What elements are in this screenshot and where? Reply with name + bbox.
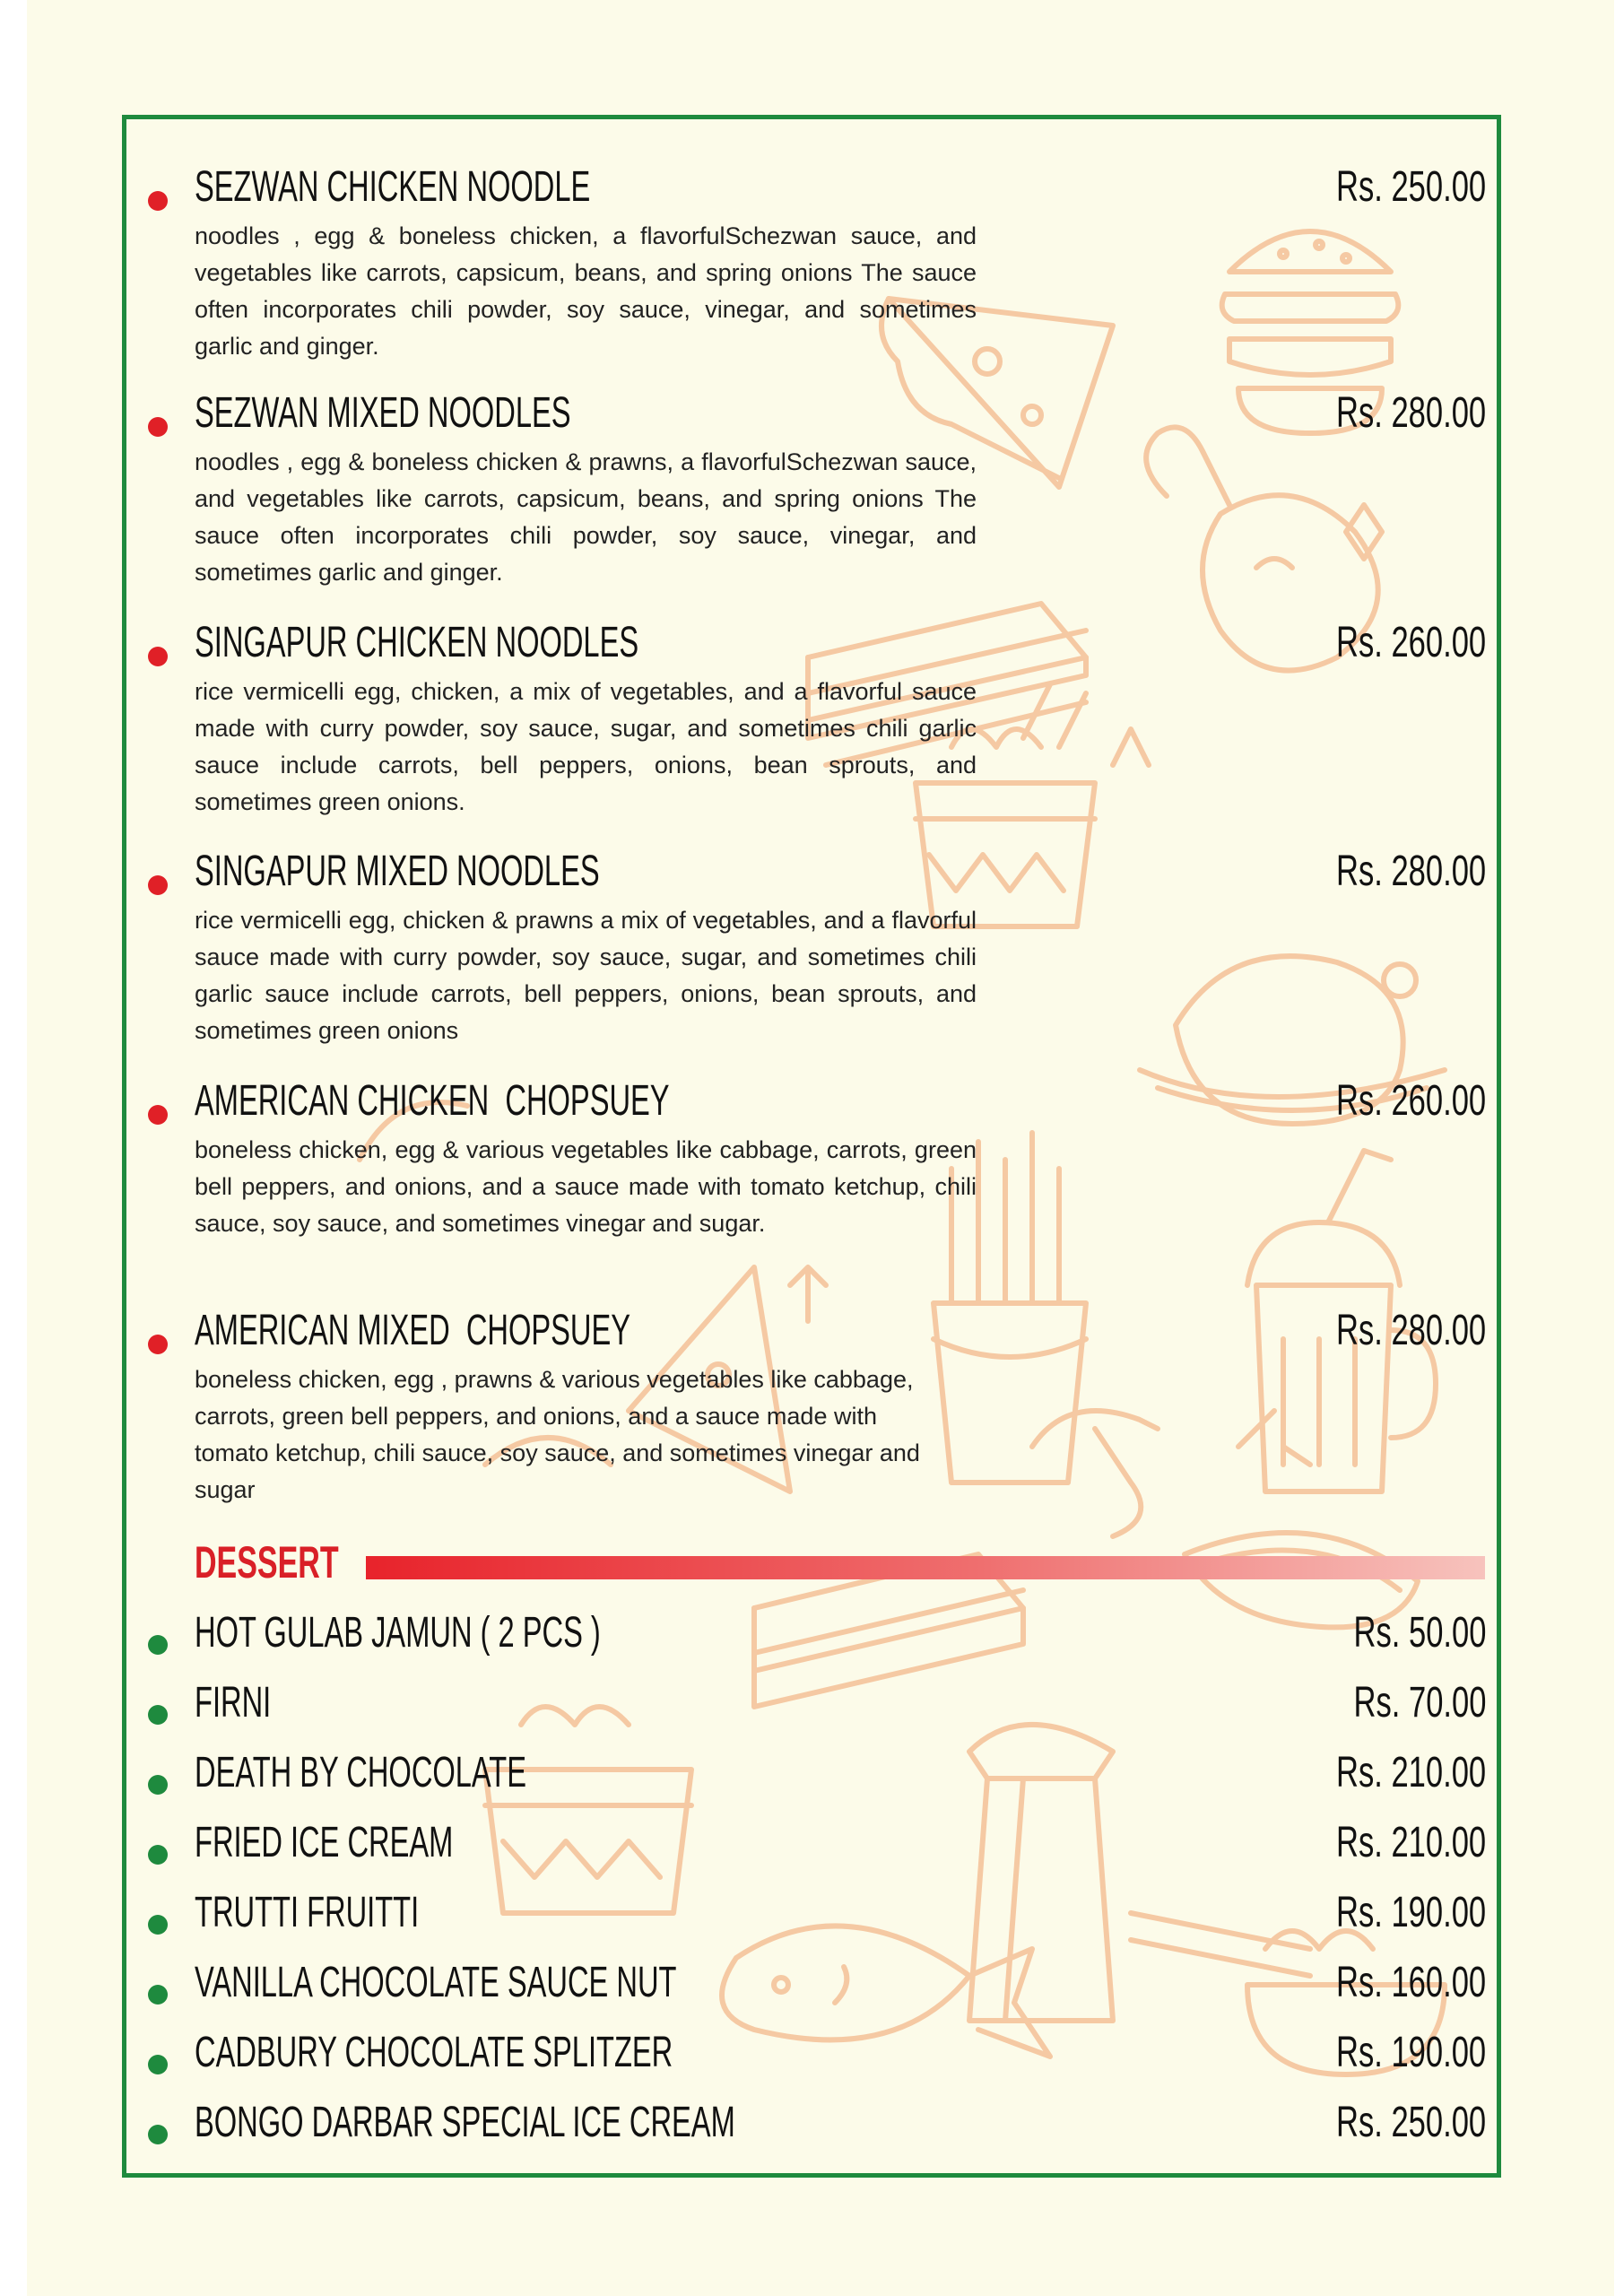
item-price: Rs. 50.00 — [1353, 1609, 1486, 1657]
item-price: Rs. 70.00 — [1353, 1679, 1486, 1726]
item-price: Rs. 250.00 — [1335, 163, 1486, 211]
item-price: Rs. 280.00 — [1335, 389, 1486, 437]
item-name: VANILLA CHOCOLATE SAUCE NUT — [195, 1959, 677, 2006]
item-name: SINGAPUR MIXED NOODLES — [195, 848, 600, 895]
bullet-icon — [148, 2055, 168, 2074]
bullet-icon — [148, 417, 168, 437]
item-name: AMERICAN CHICKEN CHOPSUEY — [195, 1077, 670, 1125]
item-price: Rs. 190.00 — [1335, 2029, 1486, 2076]
bullet-icon — [148, 1775, 168, 1795]
bullet-icon — [148, 1105, 168, 1125]
bullet-icon — [148, 1845, 168, 1865]
bullet-icon — [148, 647, 168, 666]
item-name: CADBURY CHOCOLATE SPLITZER — [195, 2029, 673, 2076]
bullet-icon — [148, 875, 168, 895]
item-description: rice vermicelli egg, chicken, a mix of vegetables, and a flavorful sauce made with curry powder, soy sauce, sugar, and sometimes chili garlic sauce include carrots, bell peppers, onions, bean sprouts, and sometimes green onions. — [195, 678, 977, 815]
noodle-box-2-icon — [485, 1707, 691, 1913]
item-name: DEATH BY CHOCOLATE — [195, 1749, 526, 1796]
item-name: FRIED ICE CREAM — [195, 1819, 454, 1866]
item-description: rice vermicelli egg, chicken & prawns a mix of vegetables, and a flavorful sauce made with curry powder, soy sauce, sugar, and sometimes chili garlic sauce include carrots, bell peppers, onions, bean sprouts, and sometimes green onions — [195, 907, 977, 1044]
item-description: boneless chicken, egg & various vegetables like cabbage, carrots, green bell peppers, and onions, and a sauce made with tomato ketchup, chili sauce, soy sauce, and sometimes vinegar and sugar. — [195, 1136, 977, 1237]
item-name: BONGO DARBAR SPECIAL ICE CREAM — [195, 2099, 735, 2146]
section-divider-bar — [366, 1556, 1485, 1579]
bullet-icon — [148, 1335, 168, 1354]
item-price: Rs. 260.00 — [1335, 1077, 1486, 1125]
item-name: FIRNI — [195, 1679, 272, 1726]
item-price: Rs. 190.00 — [1335, 1889, 1486, 1936]
item-description: boneless chicken, egg , prawns & various vegetables like cabbage, carrots, green bell peppers, and onions, and a sauce made with tomato ketchup, chili sauce, soy sauce, and sometimes vinegar and sugar — [195, 1366, 920, 1503]
bullet-icon — [148, 191, 168, 211]
item-price: Rs. 280.00 — [1335, 1307, 1486, 1354]
item-name: TRUTTI FRUITTI — [195, 1889, 420, 1936]
fish-icon — [722, 1926, 1050, 2057]
item-name: SINGAPUR CHICKEN NOODLES — [195, 619, 639, 666]
bullet-icon — [148, 1985, 168, 2005]
sandwich-icon — [1032, 1411, 1158, 1536]
section-title-dessert: DESSERT — [195, 1537, 339, 1587]
bullet-icon — [148, 1635, 168, 1655]
bullet-icon — [148, 1705, 168, 1725]
menu-frame — [122, 115, 1501, 2178]
item-price: Rs. 210.00 — [1335, 1749, 1486, 1796]
item-description: noodles , egg & boneless chicken, a flavorfulSchezwan sauce, and vegetables like carrots, capsicum, beans, and spring onions The sauce often incorporates chili powder, soy sauce, vinegar, and sometimes garlic and ginger. — [195, 222, 977, 360]
item-price: Rs. 280.00 — [1335, 848, 1486, 895]
bullet-icon — [148, 1915, 168, 1935]
item-description: noodles , egg & boneless chicken & prawns, a flavorfulSchezwan sauce, and vegetables like carrots, capsicum, beans, and spring onions The sauce often incorporates chili powder, soy sauce, vinegar, and sometimes garlic and ginger. — [195, 448, 977, 586]
item-name: AMERICAN MIXED CHOPSUEY — [195, 1307, 631, 1354]
item-price: Rs. 250.00 — [1335, 2099, 1486, 2146]
item-price: Rs. 260.00 — [1335, 619, 1486, 666]
bullet-icon — [148, 2125, 168, 2144]
item-name: SEZWAN CHICKEN NOODLE — [195, 163, 591, 211]
item-name: SEZWAN MIXED NOODLES — [195, 389, 571, 437]
item-price: Rs. 160.00 — [1335, 1959, 1486, 2006]
item-price: Rs. 210.00 — [1335, 1819, 1486, 1866]
item-name: HOT GULAB JAMUN ( 2 PCS ) — [195, 1609, 601, 1657]
